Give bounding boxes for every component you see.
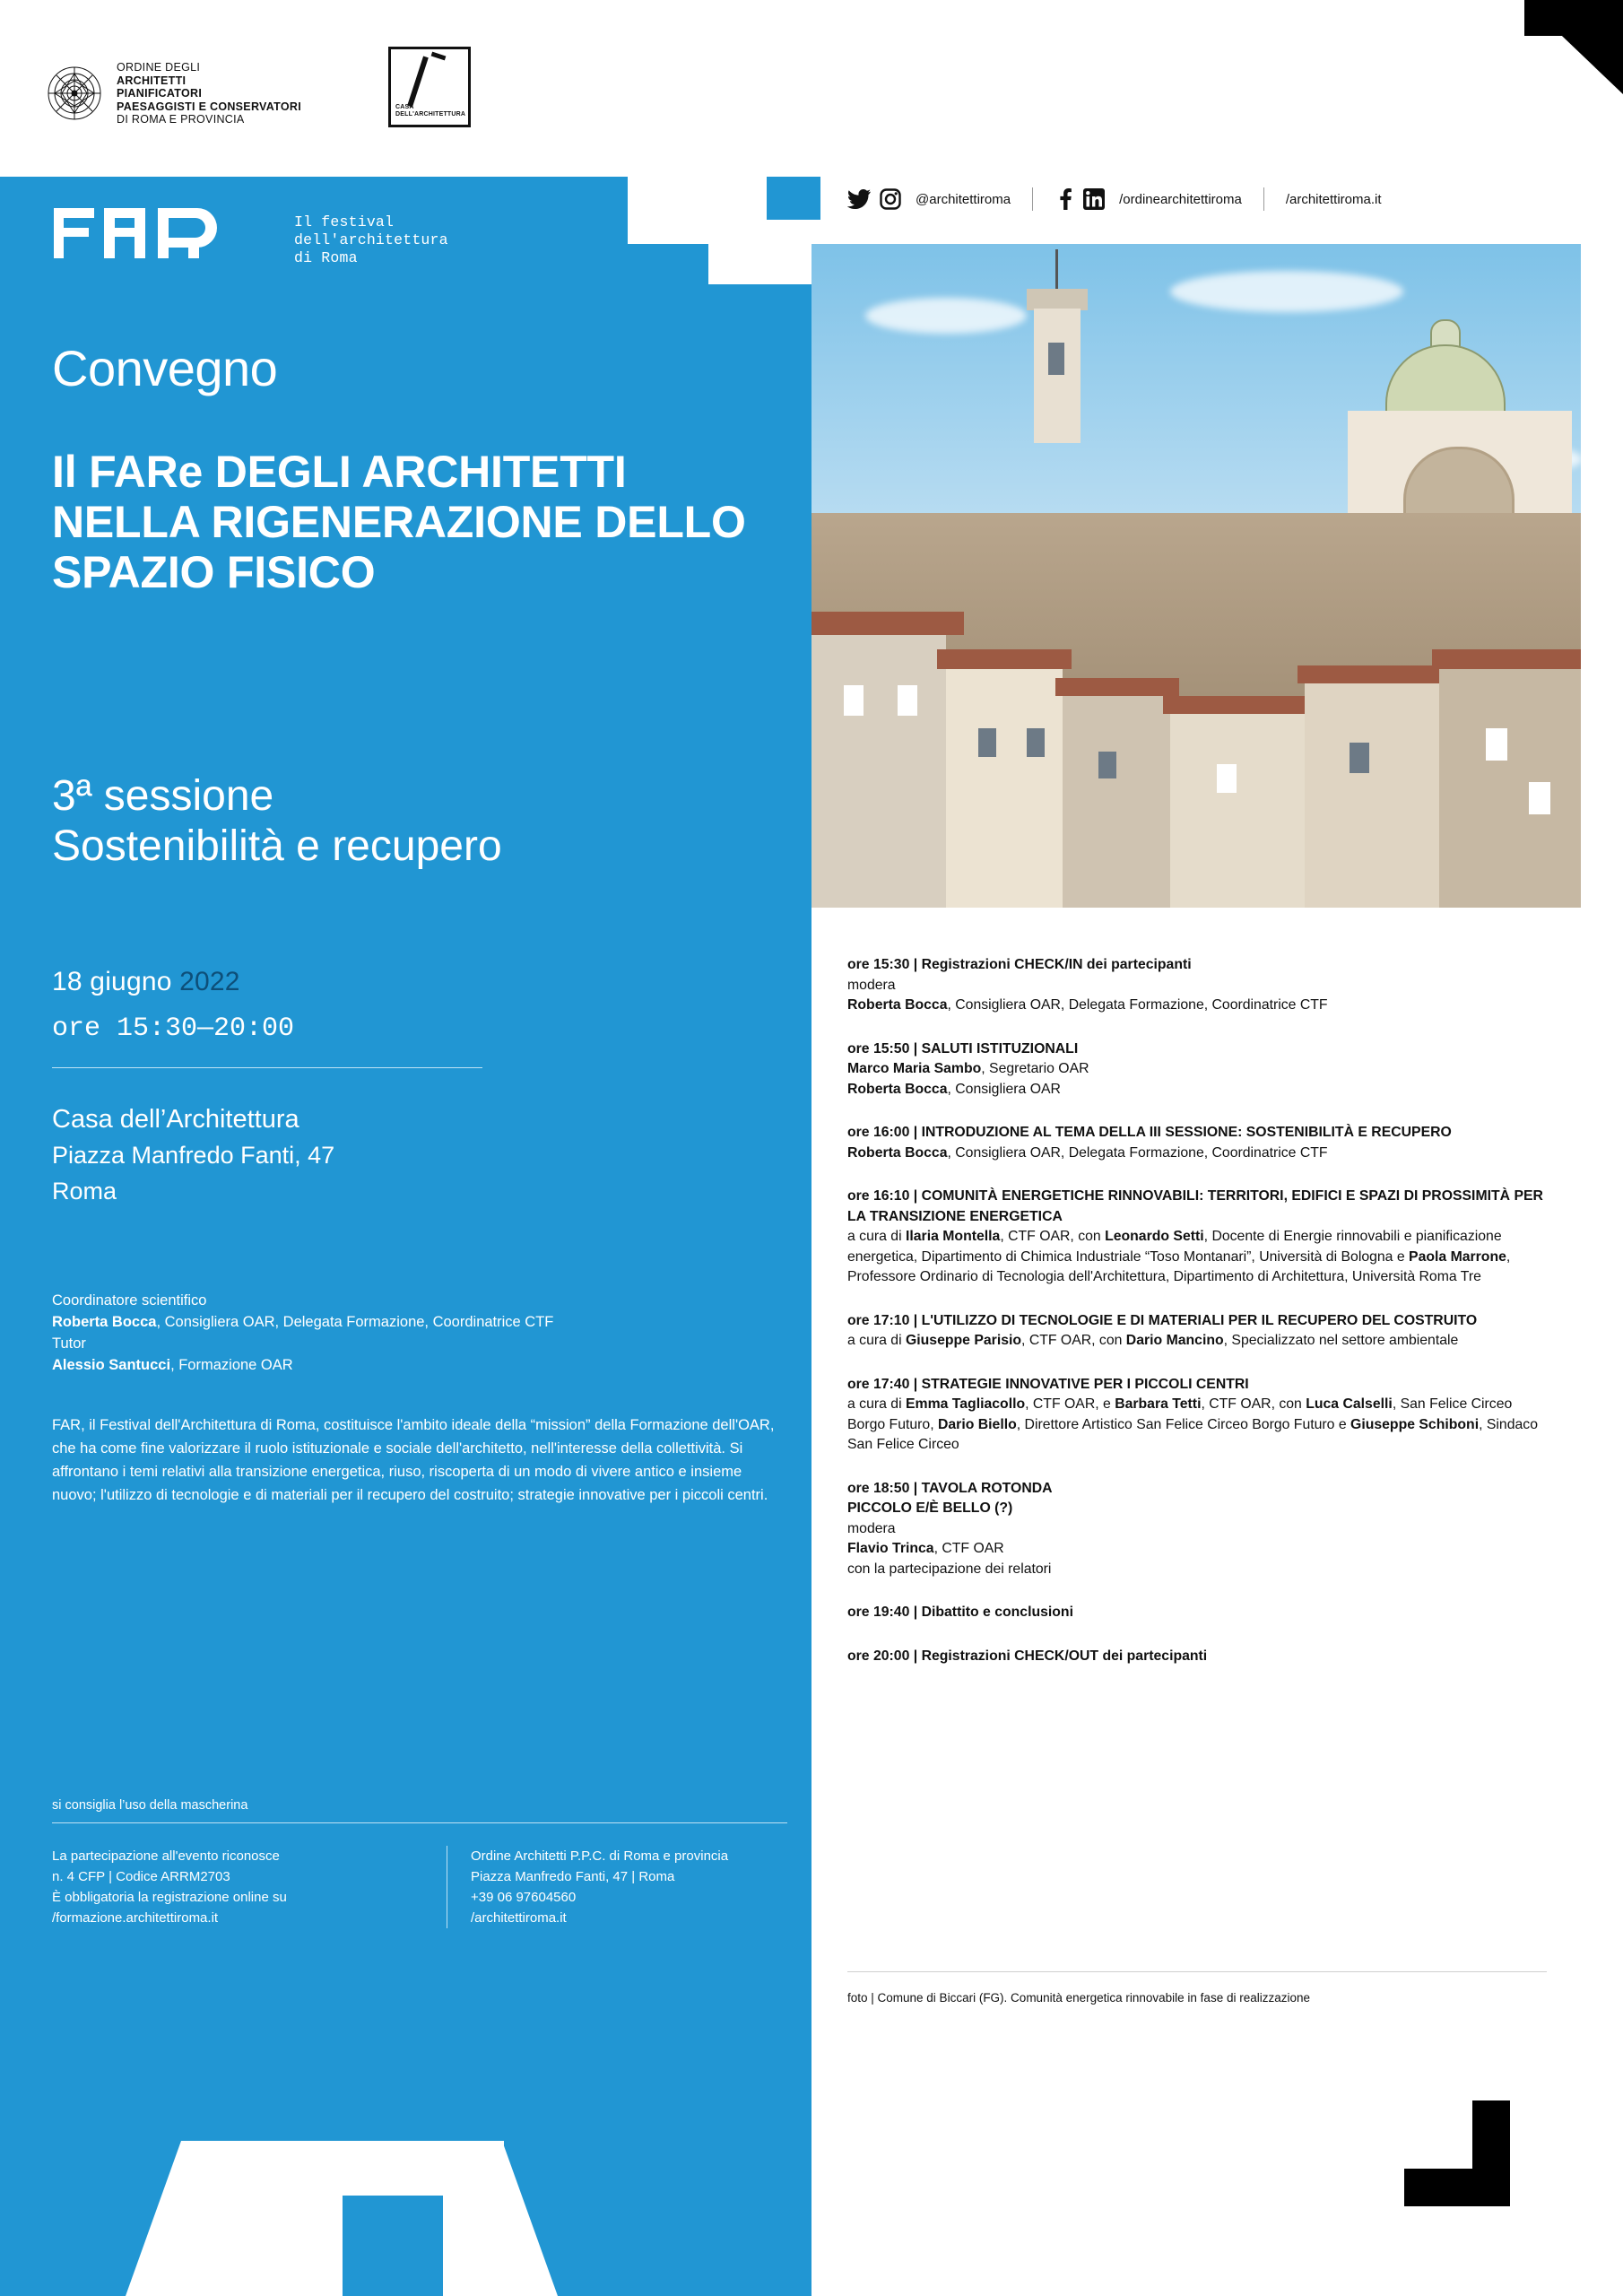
decor-black-cross-horizontal: [1404, 2169, 1510, 2206]
program-speaker-name: Roberta Bocca: [847, 997, 948, 1013]
program-speaker-role: modera: [847, 1520, 896, 1536]
social-divider-2: [1263, 187, 1264, 211]
photo-building-4: [1170, 710, 1305, 908]
program-item-heading: [847, 1647, 1547, 1667]
program-item-time: ore 17:10 |: [847, 1312, 922, 1328]
linkedin-icon[interactable]: [1083, 188, 1105, 210]
decor-trapezoid-right: [502, 2141, 558, 2296]
program-item: [847, 955, 1547, 1016]
coordinator-label: Coordinatore scientifico: [52, 1292, 207, 1309]
program-item-title: L'UTILIZZO DI TECNOLOGIE E DI MATERIALI PER IL RECUPERO DEL COSTRUITO: [921, 1312, 1478, 1328]
program-item: [847, 1187, 1547, 1288]
event-date-year: 2022: [179, 967, 240, 996]
program-item-time: ore 16:10 |: [847, 1188, 922, 1204]
program-item-heading: [847, 1603, 1547, 1623]
photo-roof-1: [812, 612, 964, 635]
page-title: Il FARe DEGLI ARCHITETTI NELLA RIGENERAZIONE DELLO SPAZIO FISICO: [52, 447, 746, 597]
program-item-heading: [847, 1123, 1547, 1144]
oar-line-1: ORDINE DEGLI: [117, 61, 201, 74]
scientific-credits: [52, 1290, 787, 1376]
event-time: ore 15:30—20:00: [52, 1013, 295, 1044]
photo-roof-3: [1055, 678, 1179, 696]
program-item: [847, 1039, 1547, 1100]
program-item-line: [847, 976, 1547, 996]
footer-left-line-2: n. 4 CFP | Codice ARRM2703: [52, 1869, 230, 1884]
program-item-title: Registrazioni CHECK/OUT dei partecipanti: [921, 1648, 1208, 1664]
footer-left: [52, 1846, 447, 1928]
social-divider-1: [1032, 187, 1033, 211]
decor-black-triangle: [1524, 0, 1623, 94]
divider-1: [52, 1067, 482, 1068]
footer-left-line-1: La partecipazione all'evento riconosce: [52, 1848, 280, 1864]
program-item-time: ore 18:50 |: [847, 1480, 922, 1496]
program-speaker-name: Roberta Bocca: [847, 1081, 948, 1097]
top-header: [0, 0, 1623, 177]
photo-roof-6: [1432, 649, 1581, 669]
program-speaker-name: Marco Maria Sambo: [847, 1061, 982, 1076]
far-logotype-icon: [54, 208, 233, 258]
venue-address: Piazza Manfredo Fanti, 47: [52, 1142, 335, 1169]
photo-window-7: [1350, 743, 1369, 773]
registration-link[interactable]: /formazione.architettiroma.it: [52, 1910, 219, 1926]
oar-line-4: PAESAGGISTI E CONSERVATORI: [117, 100, 301, 113]
program-item-line: [847, 1519, 1547, 1540]
venue-block: [52, 1101, 334, 1209]
photo-building-5: [1305, 680, 1439, 908]
photo-tower-top: [1027, 289, 1088, 310]
program-item-heading: [847, 1375, 1547, 1396]
instagram-icon[interactable]: [880, 188, 901, 210]
social-bar: [847, 179, 1382, 219]
photo-roof-4: [1163, 696, 1314, 714]
tutor-row: [52, 1354, 787, 1376]
program-item-title: Dibattito e conclusioni: [921, 1605, 1073, 1620]
program-item-time: ore 16:00 |: [847, 1125, 922, 1140]
footer-right-line-2: Piazza Manfredo Fanti, 47 | Roma: [471, 1869, 675, 1884]
photo-antenna: [1055, 249, 1058, 292]
tutor-role: , Formazione OAR: [170, 1357, 293, 1373]
program-item-time: ore 15:30 |: [847, 957, 922, 972]
far-tagline-1: Il festival: [294, 213, 395, 230]
venue-name: Casa dell’Architettura: [52, 1105, 299, 1134]
social-handle: @architettiroma: [916, 191, 1011, 207]
photo-window-5: [1098, 752, 1116, 778]
program-item-title: COMUNITÀ ENERGETICHE RINNOVABILI: TERRITORI, EDIFICI E SPAZI DI PROSSIMITÀ PER LA TRANSIZIONE ENERGETICA: [847, 1188, 1543, 1224]
program-item: [847, 1311, 1547, 1352]
program-item-heading: [847, 1187, 1547, 1227]
program-item-time: ore 15:50 |: [847, 1040, 922, 1057]
header-photo: [812, 244, 1581, 908]
intro-paragraph: FAR, il Festival dell'Architettura di Roma, costituisce l'ambito ideale della “mission” della Formazione dell'OAR, che ha come fine valorizzare il ruolo istituzionale e sociale dell'architetto, nell'interesse della collettività. Si affrontano i temi relativi alla transizione energetica, riuso, riscoperta di un modo di vivere antico e insieme nuovo; l'utilizzo di tecnologie e di materiali per il recupero del costruito; strategie innovative per i piccoli centri.: [52, 1417, 775, 1503]
program-item-line: [847, 996, 1547, 1016]
footer-right: [471, 1846, 767, 1928]
program-speaker-role: , Consigliera OAR: [947, 1081, 1061, 1097]
oar-line-5: DI ROMA E PROVINCIA: [117, 113, 245, 126]
program-item-time: ore 17:40 |: [847, 1376, 922, 1392]
photo-tower-window: [1048, 343, 1064, 375]
program-speaker-name: Roberta Bocca: [847, 1144, 948, 1161]
program-speaker-role: , Consigliera OAR, Delegata Formazione, Coordinatrice CTF: [947, 997, 1328, 1013]
photo-building-3: [1063, 692, 1170, 908]
far-festival-logo: [54, 208, 448, 271]
program-speaker-role: , Consigliera OAR, Delegata Formazione, Coordinatrice CTF: [947, 1144, 1328, 1161]
program-item-body: a cura di Ilaria Montella, CTF OAR, con Leonardo Setti, Docente di Energie rinnovabili e pianificazione energetica, Dipartimento di Chimica Industriale “Toso Montanari”, Università di Bologna e Paola Marrone, Professore Ordinario di Tecnologia dell'Architettura, Dipartimento di Architettura, Università Roma Tre: [847, 1229, 1511, 1284]
program-item-title: Registrazioni CHECK/IN dei partecipanti: [921, 957, 1192, 972]
photo-window-1: [844, 685, 864, 716]
photo-building-1: [812, 630, 946, 908]
photo-building-6: [1439, 665, 1581, 908]
program-item: [847, 1479, 1547, 1580]
tutor-name: Alessio Santucci: [52, 1357, 171, 1373]
photo-window-6: [1217, 764, 1237, 793]
casa-dellarchitettura-logo: [388, 47, 471, 127]
program-item-heading: [847, 1311, 1547, 1332]
program-item-body: a cura di Emma Tagliacollo, CTF OAR, e Barbara Tetti, CTF OAR, con Luca Calselli, San Felice Circeo Borgo Futuro, Dario Biello, Direttore Artistico San Felice Circeo Borgo Futuro e Giuseppe Schiboni, Sindaco San Felice Circeo: [847, 1396, 1538, 1452]
coordinator-role: , Consigliera OAR, Delegata Formazione, Coordinatrice CTF: [156, 1314, 554, 1330]
program-list: [847, 955, 1547, 1690]
program-speaker-role: , Segretario OAR: [981, 1061, 1089, 1076]
casa-logo-caption: CASA DELL'ARCHITETTURA: [395, 104, 466, 117]
coordinator-row: [52, 1311, 787, 1333]
footer-left-line-3: È obbligatoria la registrazione online su: [52, 1890, 287, 1905]
facebook-handle: /ordinearchitettiroma: [1119, 191, 1242, 207]
oar-logo: [47, 61, 301, 126]
mask-note: si consiglia l’uso della mascherina: [52, 1798, 248, 1813]
far-tagline-2: dell'architettura: [294, 231, 448, 248]
twitter-icon[interactable]: [847, 189, 871, 209]
divider-2: [52, 1822, 787, 1823]
event-kicker: Convegno: [52, 340, 278, 396]
program-item: [847, 1375, 1547, 1456]
photo-window-4: [1027, 728, 1045, 757]
coordinator-name: Roberta Bocca: [52, 1314, 157, 1330]
tutor-label: Tutor: [52, 1335, 86, 1352]
decor-blue-square: [767, 177, 820, 220]
event-date-day: 18 giugno: [52, 967, 180, 996]
divider-3: [847, 1971, 1547, 1972]
far-tagline: [294, 213, 448, 267]
decor-blue-square-bottom: [343, 2196, 443, 2296]
oar-mandala-icon: [47, 65, 102, 121]
program-item-heading: [847, 1479, 1547, 1500]
program-item-line: [847, 1144, 1547, 1164]
oar-logo-text: [117, 61, 301, 126]
session-theme: Sostenibilità e recupero: [52, 822, 502, 870]
decor-bottom-shapes: [0, 2076, 812, 2296]
program-item: [847, 1647, 1547, 1667]
oar-line-2: ARCHITETTI: [117, 74, 187, 87]
program-item-title: STRATEGIE INNOVATIVE PER I PICCOLI CENTRI: [921, 1376, 1249, 1392]
session-subtitle: [52, 771, 787, 872]
session-number: 3ª sessione: [52, 772, 274, 820]
photo-building-2: [946, 665, 1063, 908]
program-item-time: ore 20:00 |: [847, 1648, 922, 1664]
program-item-heading: [847, 955, 1547, 976]
footer-right-line-1: Ordine Architetti P.P.C. di Roma e provincia: [471, 1848, 729, 1864]
photo-cloud-1: [865, 298, 1027, 334]
website-link[interactable]: /architettiroma.it: [1285, 191, 1382, 207]
program-item-title-2: PICCOLO E/È BELLO (?): [847, 1500, 1013, 1516]
photo-roof-2: [937, 649, 1072, 669]
program-item-line: [847, 1539, 1547, 1560]
photo-window-8: [1486, 728, 1507, 761]
footer-phone: +39 06 97604560: [471, 1890, 577, 1905]
program-item-line: [847, 1059, 1547, 1080]
facebook-icon[interactable]: [1055, 188, 1074, 210]
program-item-line: [847, 1560, 1547, 1580]
program-speaker-role: con la partecipazione dei relatori: [847, 1561, 1052, 1577]
event-date: [52, 967, 240, 997]
photo-tower: [1034, 309, 1081, 443]
photo-credit: foto | Comune di Biccari (FG). Comunità energetica rinnovabile in fase di realizzazione: [847, 1991, 1310, 2005]
footer-columns: [52, 1846, 796, 1928]
program-speaker-role: modera: [847, 977, 896, 993]
program-item-title: TAVOLA ROTONDA: [921, 1480, 1053, 1496]
program-item-heading: [847, 1039, 1547, 1060]
far-tagline-3: di Roma: [294, 249, 358, 266]
venue-city: Roma: [52, 1178, 117, 1205]
photo-roof-5: [1298, 665, 1448, 683]
photo-cloud-2: [1170, 271, 1403, 312]
program-item: [847, 1123, 1547, 1163]
program-item-title: INTRODUZIONE AL TEMA DELLA III SESSIONE: SOSTENIBILITÀ E RECUPERO: [921, 1125, 1452, 1140]
program-speaker-name: Flavio Trinca: [847, 1541, 934, 1556]
photo-window-3: [978, 728, 996, 757]
program-item-time: ore 19:40 |: [847, 1605, 922, 1620]
photo-window-2: [898, 685, 917, 716]
program-item: [847, 1603, 1547, 1623]
program-speaker-role: , CTF OAR: [933, 1541, 1004, 1556]
program-item-line: [847, 1080, 1547, 1100]
photo-window-9: [1529, 782, 1550, 814]
footer-website-link[interactable]: /architettiroma.it: [471, 1910, 567, 1926]
oar-line-3: PIANIFICATORI: [117, 87, 203, 100]
program-item-body: a cura di Giuseppe Parisio, CTF OAR, con Dario Mancino, Specializzato nel settore ambientale: [847, 1333, 1459, 1348]
program-item-title: SALUTI ISTITUZIONALI: [921, 1040, 1079, 1057]
